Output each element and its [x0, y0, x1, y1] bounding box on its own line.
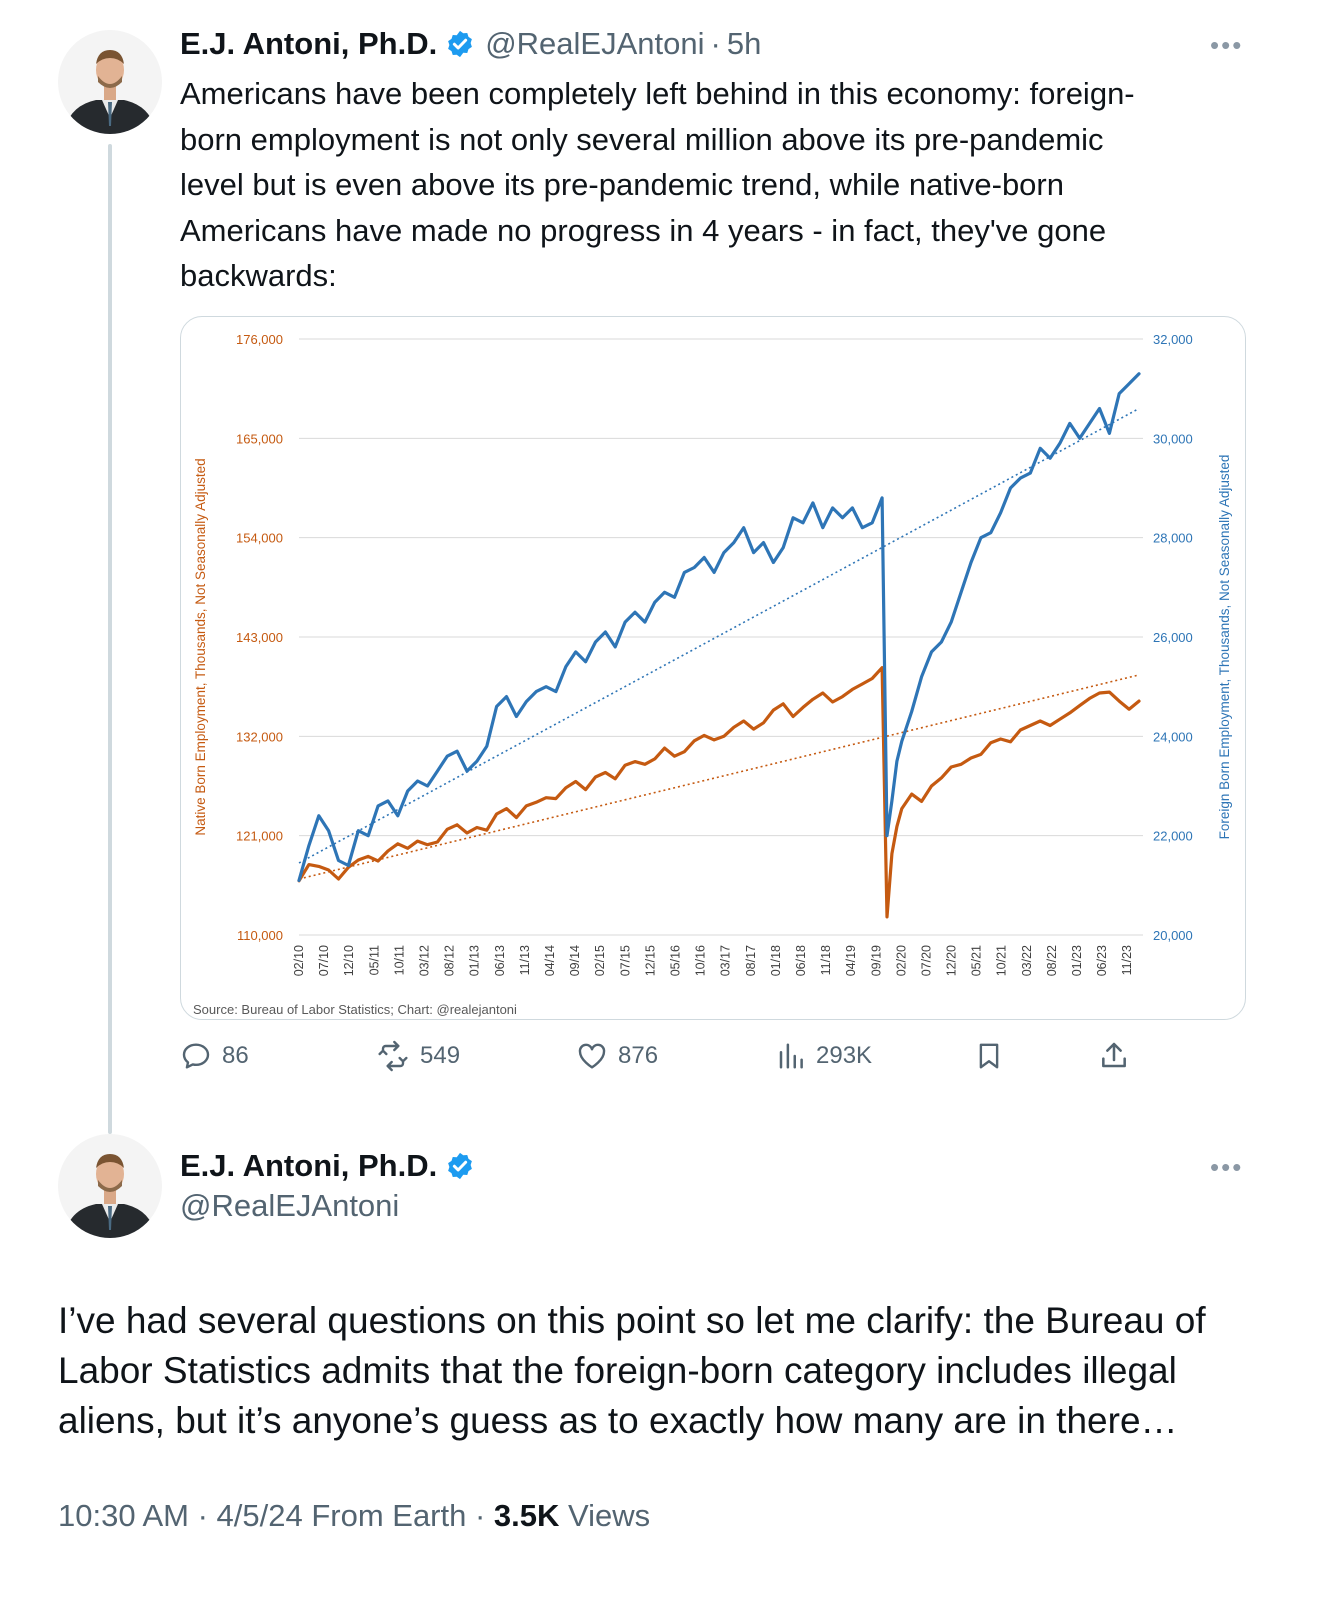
share-button[interactable]	[1098, 1040, 1130, 1072]
x-tick-label: 02/20	[894, 945, 909, 977]
author-name[interactable]: E.J. Antoni, Ph.D.	[180, 26, 438, 61]
x-tick-label: 08/22	[1044, 945, 1059, 977]
repost-icon	[376, 1040, 410, 1072]
x-tick-label: 10/16	[693, 945, 708, 977]
right-y-tick-label: 20,000	[1153, 928, 1193, 943]
right-y-axis-title: Foreign Born Employment, Thousands, Not Seasonally Adjusted	[1217, 454, 1232, 840]
left-y-tick-label: 143,000	[236, 630, 283, 645]
author-avatar[interactable]	[58, 30, 162, 134]
chart-image-card[interactable]	[180, 316, 1246, 1020]
tweet-text: Americans have been completely left behind in this economy: foreign- born employment is not only several million above its pre-pandemic level but is even above its pre-pandemic trend, while native-born Americans have made no progress in 4 years - in fact, they've gone backwards:	[180, 76, 1135, 293]
share-upload-icon	[1098, 1040, 1130, 1072]
x-tick-label: 04/14	[542, 945, 557, 977]
native-born-series-line	[299, 668, 1139, 917]
x-tick-label: 04/19	[844, 945, 859, 977]
left-y-tick-label: 176,000	[236, 332, 283, 347]
view-count: 3.5K	[493, 1498, 560, 1533]
x-tick-label: 01/13	[467, 945, 482, 977]
like-button[interactable]	[576, 1040, 658, 1072]
x-tick-label: 12/10	[342, 945, 357, 977]
repost-count: 549	[420, 1042, 461, 1069]
bookmark-button[interactable]	[974, 1040, 1004, 1072]
x-tick-label: 07/10	[317, 945, 332, 977]
x-tick-label: 05/16	[668, 945, 683, 977]
x-tick-label: 02/10	[292, 945, 306, 977]
reply-author-avatar[interactable]	[58, 1134, 162, 1238]
left-y-axis-title: Native Born Employment, Thousands, Not Seasonally Adjusted	[193, 458, 208, 836]
right-y-tick-label: 24,000	[1153, 729, 1193, 745]
repost-button[interactable]	[376, 1040, 460, 1072]
x-tick-label: 08/17	[743, 945, 758, 977]
avatar-image	[58, 1134, 162, 1238]
reply-count: 86	[222, 1042, 249, 1069]
x-tick-label: 03/12	[417, 945, 432, 977]
x-tick-label: 07/15	[618, 945, 633, 977]
x-tick-label: 03/22	[1019, 945, 1034, 977]
x-tick-label: 09/14	[568, 945, 583, 977]
reply-icon	[180, 1040, 212, 1072]
left-y-tick-label: 154,000	[236, 530, 283, 546]
tweet-timestamp[interactable]: 5h	[726, 26, 762, 61]
tweet-datetime-source[interactable]: 10:30 AM · 4/5/24 From Earth ·	[58, 1498, 494, 1533]
right-y-tick-label: 28,000	[1153, 530, 1193, 546]
right-y-tick-label: 30,000	[1153, 431, 1193, 447]
tweet-action-bar	[180, 1036, 1140, 1080]
chart-source-note: Source: Bureau of Labor Statistics; Chart: @realejantoni	[193, 1002, 517, 1017]
x-tick-label: 07/20	[919, 945, 934, 977]
x-tick-label: 06/18	[793, 945, 808, 977]
x-tick-label: 09/19	[869, 945, 884, 977]
x-tick-label: 05/11	[367, 945, 382, 976]
x-tick-label: 11/13	[517, 945, 532, 976]
x-tick-label: 05/21	[969, 945, 984, 977]
right-y-tick-label: 22,000	[1153, 828, 1193, 844]
separator-dot: ·	[710, 26, 721, 61]
x-tick-label: 01/23	[1070, 945, 1085, 977]
employment-chart	[181, 317, 1245, 1019]
x-tick-label: 06/23	[1095, 945, 1110, 977]
x-tick-label: 01/18	[768, 945, 783, 977]
reply-tweet-text: I’ve had several questions on this point so let me clarify: the Bureau of Labor Statistics admits that the foreign-born category includes illegal aliens, but it’s anyone’s guess as to exactly how many are in there…	[58, 1300, 1206, 1441]
author-handle[interactable]: @RealEJAntoni	[485, 26, 705, 61]
analytics-bars-icon	[776, 1040, 806, 1072]
left-y-tick-label: 165,000	[236, 431, 283, 447]
verified-badge-icon	[445, 29, 475, 59]
x-tick-label: 06/13	[492, 945, 507, 977]
views-button[interactable]	[776, 1040, 872, 1072]
right-y-tick-label: 26,000	[1153, 630, 1193, 645]
x-tick-label: 03/17	[718, 945, 733, 977]
foreign-born-series-line	[299, 374, 1139, 881]
right-y-tick-label: 32,000	[1153, 332, 1193, 347]
foreign-born-trendline	[299, 409, 1139, 863]
reply-author-name[interactable]: E.J. Antoni, Ph.D.	[180, 1148, 438, 1183]
avatar-image	[58, 30, 162, 134]
verified-badge-icon	[445, 1151, 475, 1181]
thread-connector-line	[108, 144, 112, 1134]
more-options-icon[interactable]: •••	[1210, 1152, 1244, 1182]
more-options-icon[interactable]: •••	[1210, 30, 1244, 60]
reply-button[interactable]	[180, 1040, 249, 1072]
views-label: Views	[559, 1498, 651, 1533]
bookmark-icon	[974, 1040, 1004, 1072]
tweet-meta-line	[58, 1498, 650, 1534]
left-y-tick-label: 132,000	[236, 729, 283, 745]
heart-icon	[576, 1040, 608, 1072]
x-tick-label: 11/18	[819, 945, 834, 976]
like-count: 876	[618, 1042, 659, 1069]
x-tick-label: 12/15	[643, 945, 658, 977]
x-tick-label: 02/15	[593, 945, 608, 977]
reply-author-handle[interactable]: @RealEJAntoni	[180, 1188, 400, 1223]
left-y-tick-label: 110,000	[236, 928, 283, 943]
x-tick-label: 11/23	[1120, 945, 1135, 976]
left-y-tick-label: 121,000	[236, 828, 283, 844]
native-born-trendline	[299, 675, 1139, 879]
views-count: 293K	[816, 1042, 873, 1069]
x-tick-label: 12/20	[944, 945, 959, 977]
x-tick-label: 08/12	[442, 945, 457, 977]
x-tick-label: 10/11	[392, 945, 407, 976]
x-tick-label: 10/21	[994, 945, 1009, 977]
